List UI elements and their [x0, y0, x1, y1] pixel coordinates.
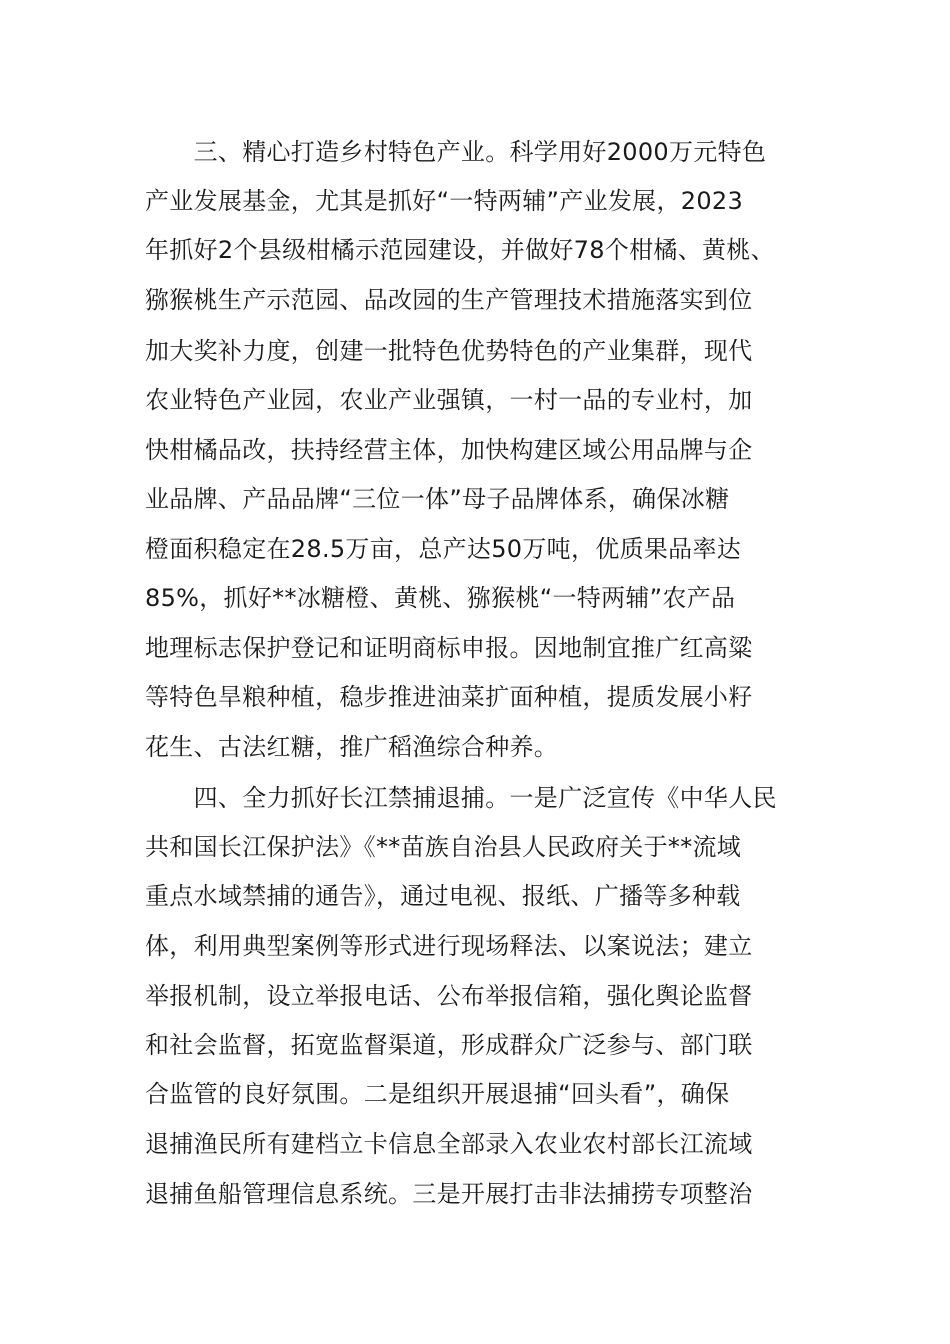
text-line: 花生、古法红糖，推广稻渔综合种养。 — [145, 733, 559, 761]
text-line: 加大奖补力度，创建一批特色优势特色的产业集群，现代 — [145, 337, 753, 365]
text-line: 猕猴桃生产示范园、品改园的生产管理技术措施落实到位 — [145, 286, 753, 314]
text-line: 三、精心打造乡村特色产业。科学用好2000万元特色 — [145, 138, 767, 166]
text-line: 年抓好2个县级柑橘示范园建设，并做好78个柑橘、黄桃、 — [145, 236, 775, 264]
text-line: 举报机制，设立举报电话、公布举报信箱，强化舆论监督 — [145, 982, 753, 1010]
text-line: 合监管的良好氛围。二是组织开展退捕“回头看”，确保 — [145, 1080, 730, 1108]
text-line: 和社会监督，拓宽监督渠道，形成群众广泛参与、部门联 — [145, 1031, 753, 1059]
text-line: 退捕渔民所有建档立卡信息全部录入农业农村部长江流域 — [145, 1130, 753, 1158]
text-line: 四、全力抓好长江禁捕退捕。一是广泛宣传《中华人民 — [145, 784, 777, 812]
text-line: 快柑橘品改，扶持经营主体，加快构建区域公用品牌与企 — [145, 436, 753, 464]
text-line: 等特色旱粮种植，稳步推进油菜扩面种植，提质发展小籽 — [145, 683, 753, 711]
text-line: 产业发展基金，尤其是抓好“一特两辅”产业发展，2023 — [145, 187, 744, 215]
text-line: 退捕鱼船管理信息系统。三是开展打击非法捕捞专项整治 — [145, 1180, 753, 1208]
text-line: 85%，抓好**冰糖橙、黄桃、猕猴桃“一特两辅”农产品 — [145, 584, 736, 612]
text-line: 重点水域禁捕的通告》，通过电视、报纸、广播等多种载 — [145, 882, 741, 910]
text-line: 橙面积稳定在28.5万亩，总产达50万吨，优质果品率达 — [145, 535, 742, 563]
text-line: 共和国长江保护法》《**苗族自治县人民政府关于**流域 — [145, 833, 742, 861]
text-line: 业品牌、产品品牌“三位一体”母子品牌体系，确保冰糖 — [145, 485, 730, 513]
text-line: 地理标志保护登记和证明商标申报。因地制宜推广红高粱 — [145, 634, 753, 662]
text-line: 体，利用典型案例等形式进行现场释法、以案说法；建立 — [145, 932, 753, 960]
text-line: 农业特色产业园，农业产业强镇，一村一品的专业村，加 — [145, 386, 753, 414]
